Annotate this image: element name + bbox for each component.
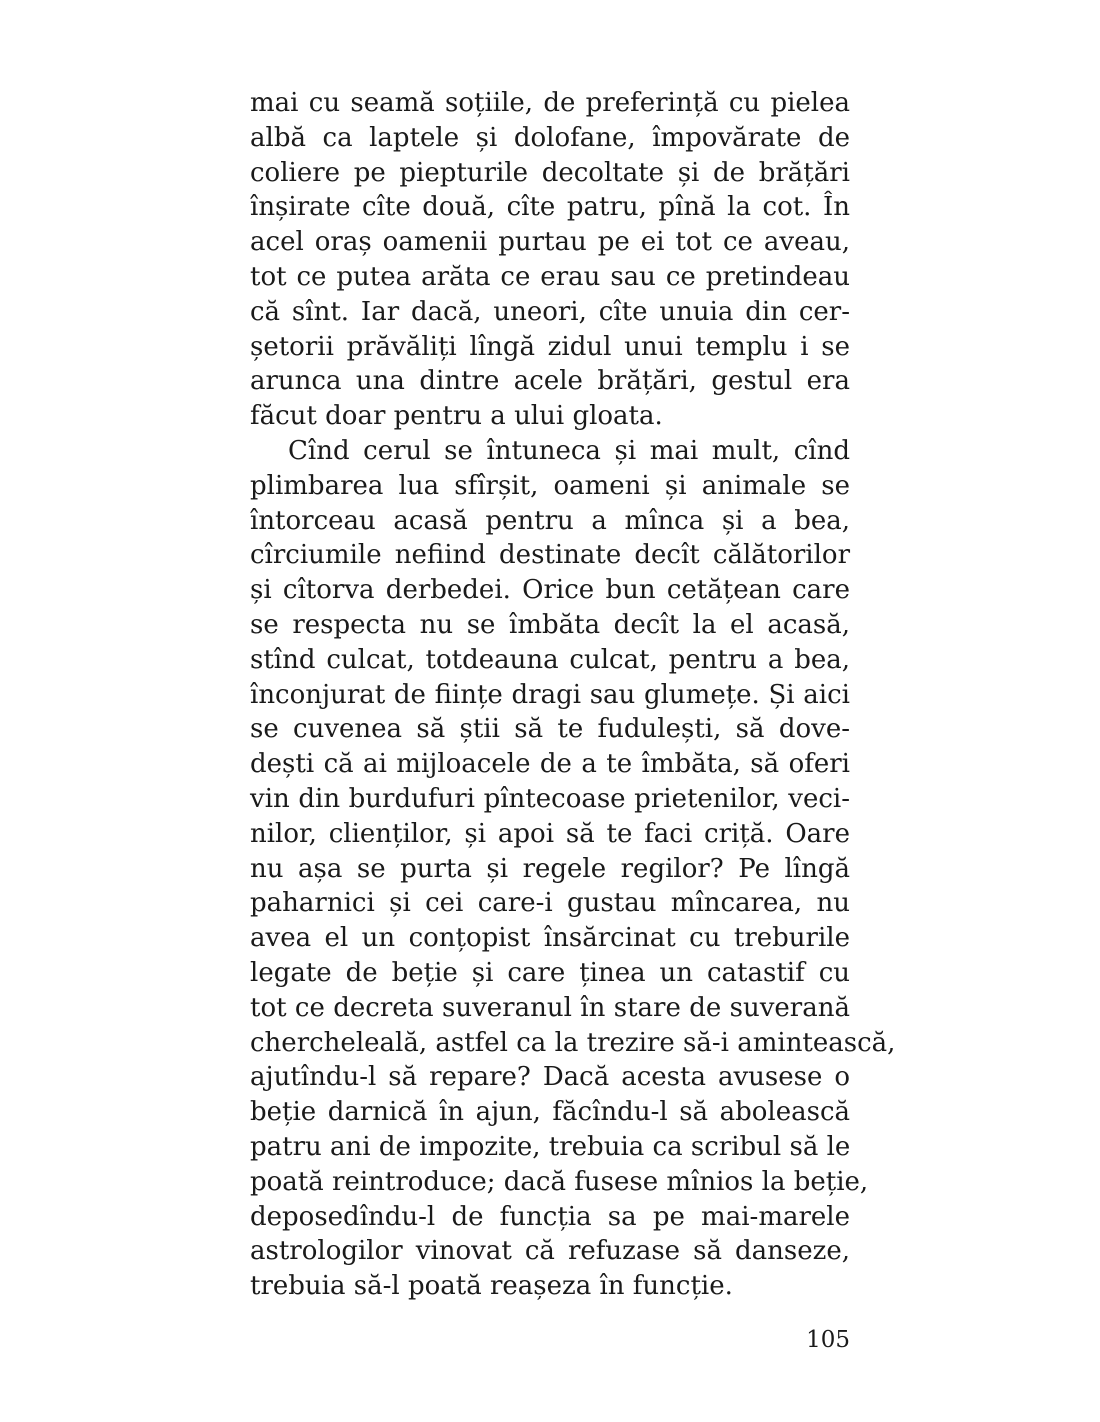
- text-line: se respecta nu se îmbăta decît la el acasă,: [250, 609, 850, 640]
- text-line: patru ani de impozite, trebuia ca scribul să le: [250, 1131, 851, 1162]
- text-line: astrologilor vinovat că refuzase să danseze,: [250, 1236, 850, 1267]
- page-number: 105: [806, 1327, 850, 1353]
- text-line: șetorii prăvăliți lîngă zidul unui templu i se: [250, 331, 850, 362]
- text-line: se cuvenea să știi să te fudulești, să dove-: [250, 714, 850, 745]
- text-line: stînd culcat, totdeauna culcat, pentru a bea,: [250, 644, 850, 675]
- paragraph-1: [250, 86, 850, 434]
- text-line: paharnici și cei care-i gustau mîncarea, nu: [250, 888, 850, 919]
- text-line: plimbarea lua sfîrșit, oameni și animale se: [250, 470, 850, 501]
- text-line: avea el un conțopist însărcinat cu treburile: [250, 923, 850, 954]
- text-line: înconjurat de ființe dragi sau glumețe. Și aici: [250, 679, 850, 710]
- text-line: acel oraș oamenii purtau pe ei tot ce aveau,: [250, 227, 850, 258]
- text-line: dești că ai mijloacele de a te îmbăta, să oferi: [250, 749, 850, 780]
- text-line: nu așa se purta și regele regilor? Pe lîngă: [250, 853, 850, 884]
- text-line: tot ce decreta suveranul în stare de suverană: [250, 992, 850, 1023]
- text-line: poată reintroduce; dacă fusese mînios la beție,: [250, 1166, 869, 1197]
- text-line: ajutîndu-l să repare? Dacă acesta avusese o: [250, 1062, 850, 1093]
- text-line: coliere pe piepturile decoltate și de brățări: [250, 157, 850, 188]
- page-body: [250, 86, 896, 1304]
- text-line: tot ce putea arăta ce erau sau ce pretindeau: [250, 261, 850, 292]
- text-line: albă ca laptele și dolofane, împovărate de: [250, 122, 850, 153]
- text-line: chercheleală, astfel ca la trezire să-i amintească,: [250, 1027, 896, 1058]
- text-line: trebuia să-l poată reașeza în funcție.: [250, 1271, 733, 1302]
- text-line: Cînd cerul se întuneca și mai mult, cînd: [288, 435, 850, 466]
- text-line: mai cu seamă soțiile, de preferință cu pielea: [250, 88, 850, 118]
- text-line: arunca una dintre acele brățări, gestul era: [250, 366, 850, 397]
- text-line: cîrciumile nefiind destinate decît călătorilor: [250, 540, 850, 571]
- paragraph-2: [250, 434, 896, 1304]
- text-line: deposedîndu-l de funcția sa pe mai-marele: [250, 1201, 850, 1232]
- text-line: beție darnică în ajun, făcîndu-l să abolească: [250, 1097, 850, 1128]
- text-line: legate de beție și care ținea un catastif cu: [250, 957, 850, 988]
- text-line: vin din burdufuri pîntecoase prietenilor, veci-: [250, 783, 850, 814]
- text-line: nilor, clienților, și apoi să te faci criță. Oare: [250, 818, 850, 849]
- text-line: că sînt. Iar dacă, uneori, cîte unuia din cer-: [250, 296, 850, 327]
- text-line: întorceau acasă pentru a mînca și a bea,: [250, 505, 850, 536]
- text-line: și cîtorva derbedei. Orice bun cetățean care: [250, 575, 850, 606]
- text-line: făcut doar pentru a ului gloata.: [250, 401, 663, 432]
- text-line: înșirate cîte două, cîte patru, pînă la cot. În: [250, 192, 850, 223]
